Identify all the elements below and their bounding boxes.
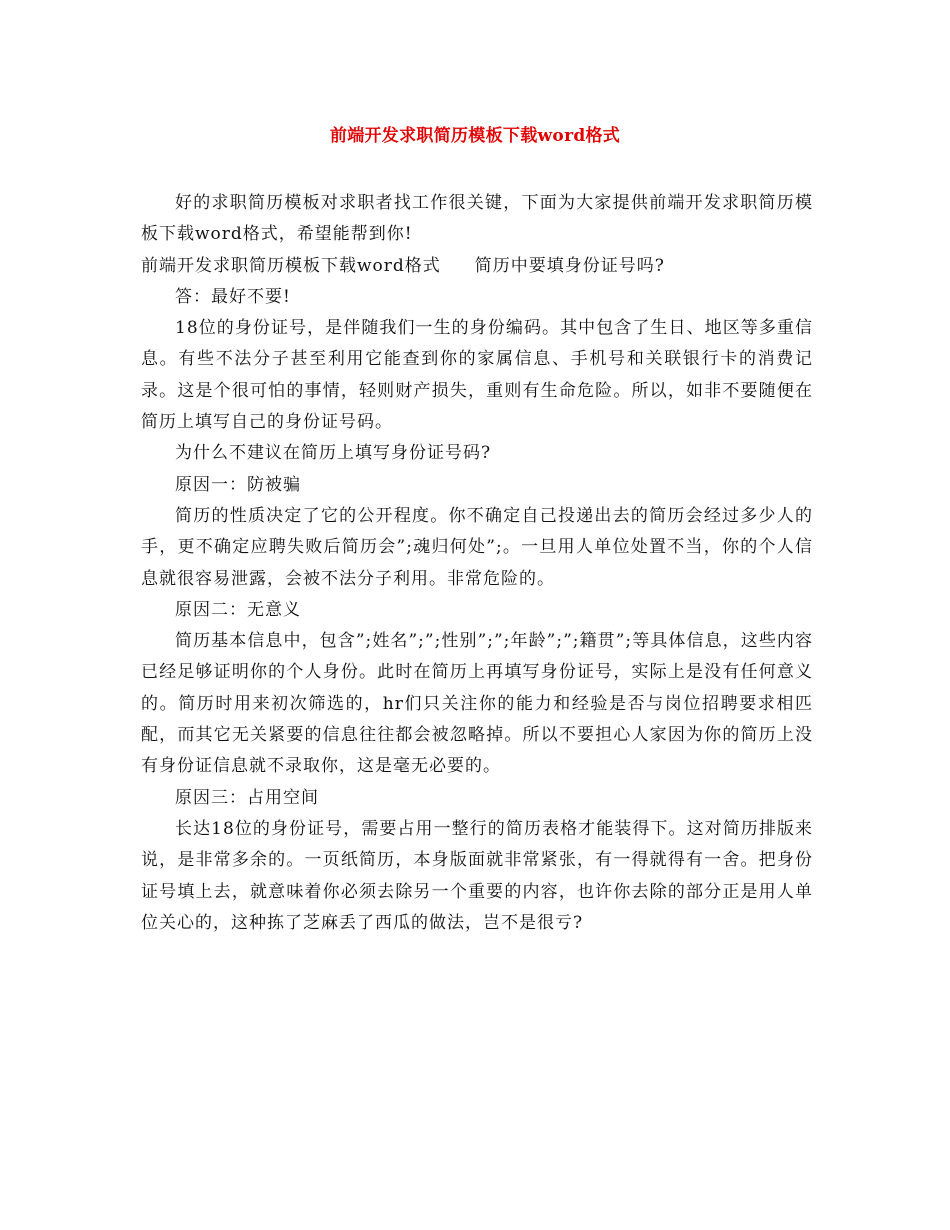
- reason1-heading: 原因一：防被骗: [175, 474, 301, 495]
- document-title: 前端开发求职简历模板下载word格式: [329, 126, 621, 146]
- reason2-paragraph: 简历基本信息中，包含”;姓名”;”;性别”;”;年龄”;”;籍贯”;等具体信息，这些内容已经足够证明你的个人身份。此时在简历上再填写身份证号，实际上是没有任何意义的。简历时用来初次筛选的，hr们只关注你的能力和经验是否与岗位招聘要求相匹配，而其它无关紧要的信息往往都会被忽略掉。所以不要担心人家因为你的简历上没有身份证信息就不录取你，这是毫无必要的。: [141, 631, 813, 777]
- question-paragraph: 为什么不建议在简历上填写身份证号码?: [175, 443, 492, 464]
- id-number-paragraph: 18位的身份证号，是伴随我们一生的身份编码。其中包含了生日、地区等多重信息。有些不法分子甚至利用它能查到你的家属信息、手机号和关联银行卡的消费记录。这是个很可怕的事情，轻则财产损失，重则有生命危险。所以，如非不要随便在简历上填写自己的身份证号码。: [141, 318, 813, 433]
- intro-paragraph: 好的求职简历模板对求职者找工作很关键，下面为大家提供前端开发求职简历模板下载word格式，希望能帮到你!: [141, 193, 813, 245]
- reason1-paragraph: 简历的性质决定了它的公开程度。你不确定自己投递出去的简历会经过多少人的手，更不确定应聘失败后简历会”;魂归何处”;。一旦用人单位处置不当，你的个人信息就很容易泄露，会被不法分子利用。非常危险的。: [141, 505, 813, 589]
- heading-line-right: 简历中要填身份证号吗?: [474, 255, 665, 276]
- reason3-heading: 原因三：占用空间: [175, 787, 319, 808]
- heading-line: [141, 251, 813, 282]
- answer-paragraph: 答：最好不要!: [175, 286, 291, 307]
- reason3-paragraph: 长达18位的身份证号，需要占用一整行的简历表格才能装得下。这对简历排版来说，是非常多余的。一页纸简历，本身版面就非常紧张，有一得就得有一舍。把身份证号填上去，就意味着你必须去除另一个重要的内容，也许你去除的部分正是用人单位关心的，这种拣了芝麻丢了西瓜的做法，岂不是很亏?: [141, 818, 813, 933]
- document-body: [141, 188, 813, 939]
- heading-line-left: 前端开发求职简历模板下载word格式: [141, 255, 441, 276]
- reason2-heading: 原因二：无意义: [175, 599, 301, 620]
